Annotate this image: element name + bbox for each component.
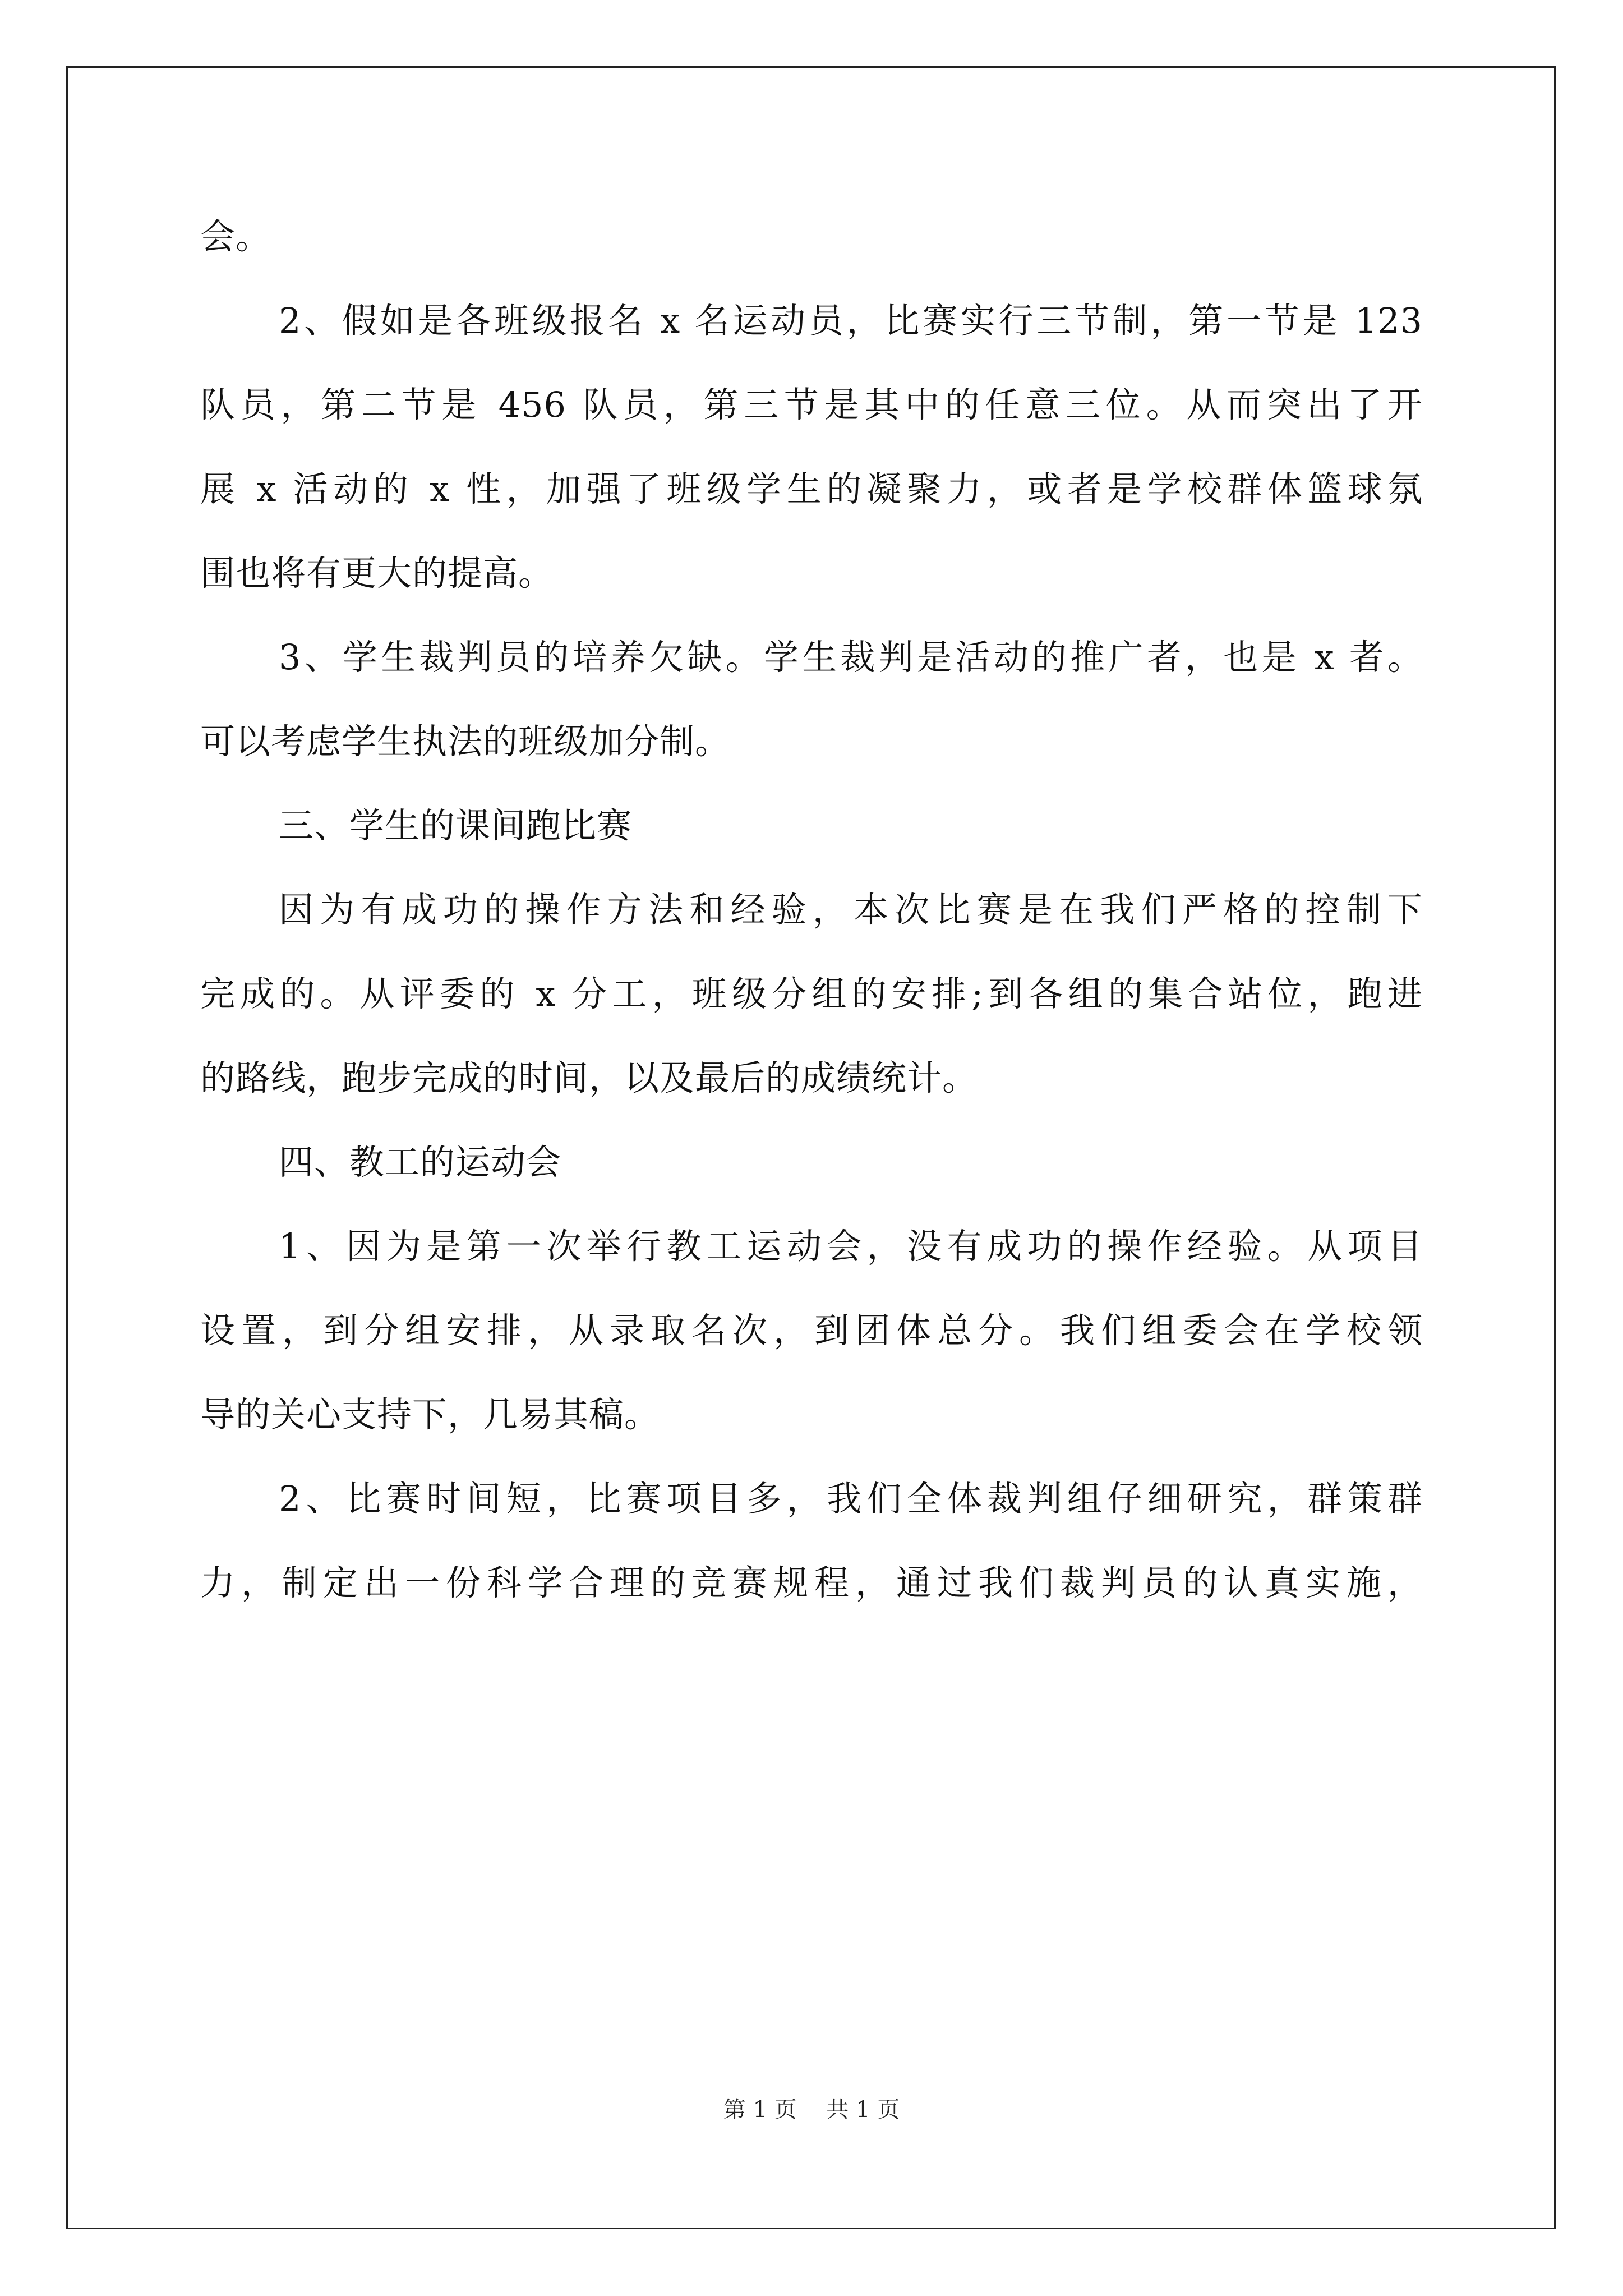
page-number: 第 1 页 — [723, 2097, 797, 2123]
text-line: 力，制定出一份科学合理的竞赛规程，通过我们裁判员的认真实施， — [200, 1562, 1423, 1603]
text-line: 队员，第二节是 456 队员，第三节是其中的任意三位。从而突出了开 — [200, 384, 1423, 425]
text-line: 2、假如是各班级报名 x 名运动员，比赛实行三节制，第一节是 123 — [279, 300, 1423, 341]
section-heading: 四、教工的运动会 — [279, 1142, 562, 1182]
text-line: 导的关心支持下，几易其稿。 — [200, 1394, 660, 1435]
text-line: 3、学生裁判员的培养欠缺。学生裁判是活动的推广者，也是 x 者。 — [279, 637, 1423, 678]
text-line: 因为有成功的操作方法和经验，本次比赛是在我们严格的控制下 — [279, 889, 1423, 930]
text-line: 完成的。从评委的 x 分工，班级分组的安排;到各组的集合站位，跑进 — [200, 973, 1423, 1014]
text-line: 会。 — [200, 216, 271, 257]
text-line: 可以考虑学生执法的班级加分制。 — [200, 721, 731, 762]
page-total: 共 1 页 — [826, 2097, 900, 2123]
text-line: 2、比赛时间短，比赛项目多，我们全体裁判组仔细研究，群策群 — [279, 1478, 1423, 1519]
text-line: 1、因为是第一次举行教工运动会，没有成功的操作经验。从项目 — [279, 1226, 1423, 1267]
page-footer — [0, 2096, 1623, 2124]
text-line: 围也将有更大的提高。 — [200, 553, 554, 593]
text-line: 设置，到分组安排，从录取名次，到团体总分。我们组委会在学校领 — [200, 1310, 1423, 1351]
text-line: 的路线，跑步完成的时间，以及最后的成绩统计。 — [200, 1057, 978, 1098]
section-heading: 三、学生的课间跑比赛 — [279, 805, 633, 846]
text-line: 展 x 活动的 x 性，加强了班级学生的凝聚力，或者是学校群体篮球氛 — [200, 468, 1423, 509]
